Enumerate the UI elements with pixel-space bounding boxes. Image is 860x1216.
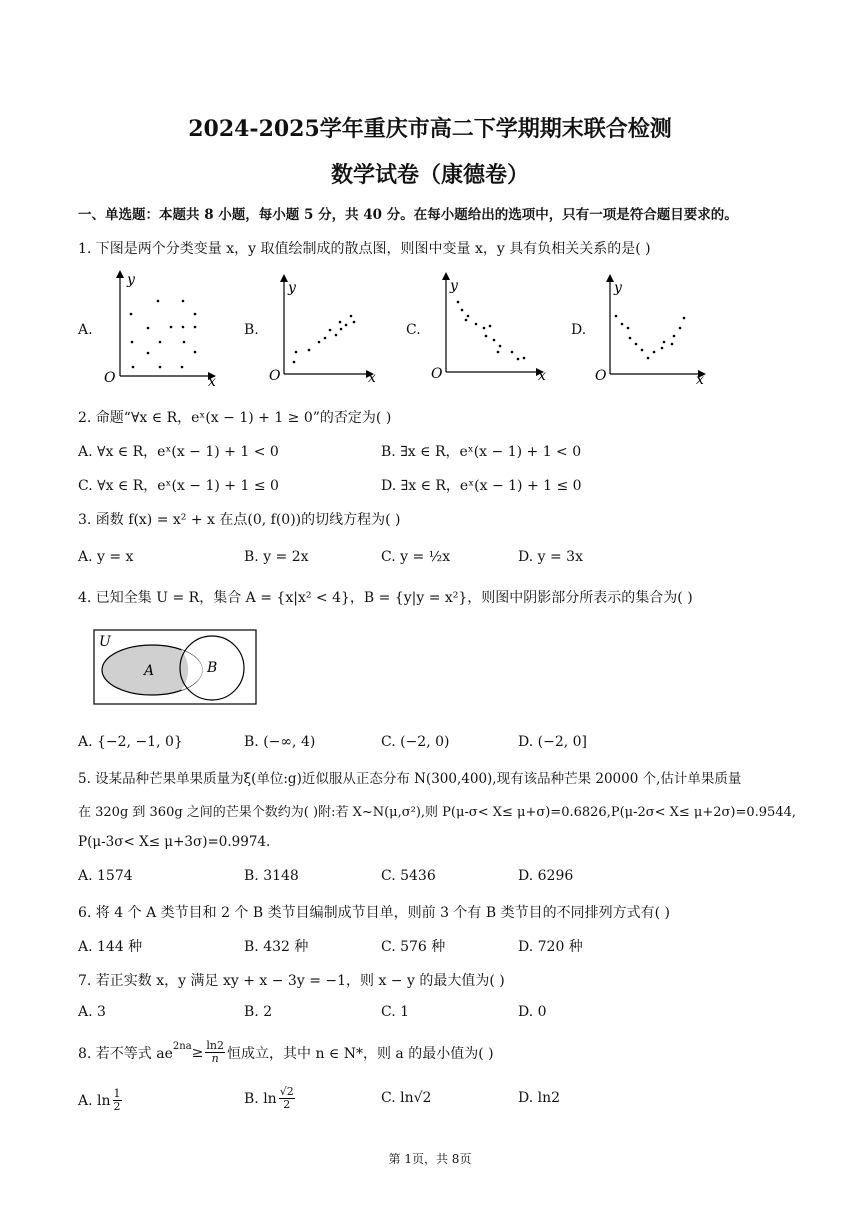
page-footer: 第 1页，共 8页 — [388, 1152, 472, 1166]
question-5-line-3: P(μ-3σ< X≤ μ+3σ)=0.9974. — [78, 834, 271, 850]
y-axis-label: y — [614, 280, 622, 296]
q8-option-b-numerator: √2 — [279, 1085, 294, 1098]
origin-label: O — [431, 366, 443, 382]
q1-option-c-label: C. — [406, 322, 421, 338]
question-1-stem: 1. 下图是两个分类变量 x，y 取值绘制成的散点图，则图中变量 x，y 具有负相关关系的是( ) — [78, 241, 651, 257]
q8-option-b-fraction — [279, 1086, 295, 1111]
y-axis-label: y — [127, 272, 135, 288]
question-2-stem: 2. 命题“∀x ∈ R，eˣ(x − 1) + 1 ≥ 0”的否定为( ) — [78, 410, 392, 426]
q8-option-a — [78, 1088, 122, 1113]
question-3-stem: 3. 函数 f(x) = x² + x 在点(0, f(0))的切线方程为( ) — [78, 512, 401, 528]
q8-stem-pre: 8. 若不等式 ae — [78, 1045, 173, 1062]
scatter-plot-b — [266, 272, 386, 388]
q4-option-c: C. (−2, 0) — [381, 734, 450, 750]
q3-option-a: A. y = x — [78, 549, 134, 565]
q3-option-d: D. y = 3x — [518, 549, 583, 565]
q3-option-c: C. y = ½x — [381, 549, 451, 565]
q7-option-c: C. 1 — [381, 1004, 410, 1020]
x-axis-label: x — [696, 372, 704, 388]
q7-option-a: A. 3 — [78, 1004, 106, 1020]
q2-option-a: A. ∀x ∈ R，eˣ(x − 1) + 1 < 0 — [78, 444, 279, 460]
q8-option-a-fraction — [113, 1088, 122, 1113]
q8-fraction-denominator: n — [211, 1052, 219, 1065]
q1-option-a-label: A. — [78, 322, 93, 338]
x-axis-label: x — [208, 374, 216, 390]
venn-a-label: A — [144, 663, 155, 679]
venn-b-label: B — [207, 660, 218, 676]
page-title: 2024-2025学年重庆市高二下学期期末联合检测 — [188, 116, 672, 142]
question-5-line-1: 5. 设某品种芒果单果质量为ξ(单位:g)近似服从正态分布 N(300,400),现有该品种芒果 20000 个,估计单果质量 — [78, 771, 742, 787]
q8-option-a-numerator: 1 — [113, 1087, 121, 1100]
q5-option-b: B. 3148 — [244, 868, 299, 884]
q8-option-a-denominator: 2 — [113, 1100, 121, 1113]
question-6-stem: 6. 将 4 个 A 类节目和 2 个 B 类节目编制成节目单，则前 3 个有 B 类节目的不同排列方式有( ) — [78, 905, 670, 921]
scatter-plot-d — [592, 272, 722, 388]
y-axis-label: y — [288, 280, 296, 296]
q2-option-d: D. ∃x ∈ R，eˣ(x − 1) + 1 ≤ 0 — [381, 478, 582, 494]
question-8-stem — [78, 1040, 494, 1065]
q8-option-b-prefix: B. ln — [244, 1090, 277, 1107]
q8-option-b — [244, 1086, 295, 1111]
q8-option-d: D. ln2 — [518, 1090, 561, 1106]
page-subtitle: 数学试卷（康德卷） — [330, 162, 529, 188]
q4-option-b: B. (−∞, 4) — [244, 734, 316, 750]
question-7-stem: 7. 若正实数 x，y 满足 xy + x − 3y = −1，则 x − y 的最大值为( ) — [78, 973, 505, 989]
q2-option-c: C. ∀x ∈ R，eˣ(x − 1) + 1 ≤ 0 — [78, 478, 279, 494]
question-4-stem: 4. 已知全集 U = R，集合 A = {x|x² < 4}，B = {y|y = x²}，则图中阴影部分所表示的集合为( ) — [78, 590, 693, 606]
scatter-plot-a — [100, 268, 230, 390]
q7-option-b: B. 2 — [244, 1004, 273, 1020]
q8-stem-mid: ≥ — [191, 1044, 204, 1061]
q7-option-d: D. 0 — [518, 1004, 547, 1020]
q6-option-c: C. 576 种 — [381, 939, 446, 955]
q5-option-d: D. 6296 — [518, 868, 574, 884]
q8-fraction — [205, 1040, 225, 1065]
origin-label: O — [595, 368, 607, 384]
q2-option-b: B. ∃x ∈ R，eˣ(x − 1) + 1 < 0 — [381, 444, 582, 460]
q4-option-d: D. (−2, 0] — [518, 734, 587, 750]
scatter-plot-c — [428, 270, 558, 388]
q5-option-c: C. 5436 — [381, 868, 436, 884]
q3-option-b: B. y = 2x — [244, 549, 309, 565]
section-heading: 一、单选题：本题共 8 小题，每小题 5 分，共 40 分。在每小题给出的选项中，只有一项是符合题目要求的。 — [78, 207, 738, 223]
q8-exponent: 2na — [172, 1041, 192, 1052]
x-axis-label: x — [538, 368, 546, 384]
q8-option-c: C. ln√2 — [381, 1090, 432, 1106]
q4-option-a: A. {−2, −1, 0} — [78, 734, 183, 750]
q5-option-a: A. 1574 — [78, 868, 133, 884]
q6-option-d: D. 720 种 — [518, 939, 583, 955]
question-5-line-2: 在 320g 到 360g 之间的芒果个数约为( )附:若 X~N(μ,σ²),则 P(μ-σ< X≤ μ+σ)=0.6826,P(μ-2σ< X≤ μ+2σ)=0.9544, — [78, 805, 797, 820]
q8-option-b-denominator: 2 — [283, 1098, 291, 1111]
q1-option-b-label: B. — [244, 322, 259, 338]
venn-u-label: U — [99, 634, 111, 650]
y-axis-label: y — [450, 278, 458, 294]
q6-option-a: A. 144 种 — [78, 939, 143, 955]
origin-label: O — [269, 368, 281, 384]
q8-option-a-prefix: A. ln — [78, 1092, 111, 1109]
venn-diagram — [92, 628, 262, 708]
q8-stem-post: 恒成立，其中 n ∈ N*，则 a 的最小值为( ) — [227, 1045, 494, 1062]
origin-label: O — [104, 370, 116, 386]
q8-fraction-numerator: ln2 — [206, 1039, 224, 1052]
x-axis-label: x — [368, 370, 376, 386]
q1-option-d-label: D. — [571, 322, 587, 338]
q6-option-b: B. 432 种 — [244, 939, 309, 955]
